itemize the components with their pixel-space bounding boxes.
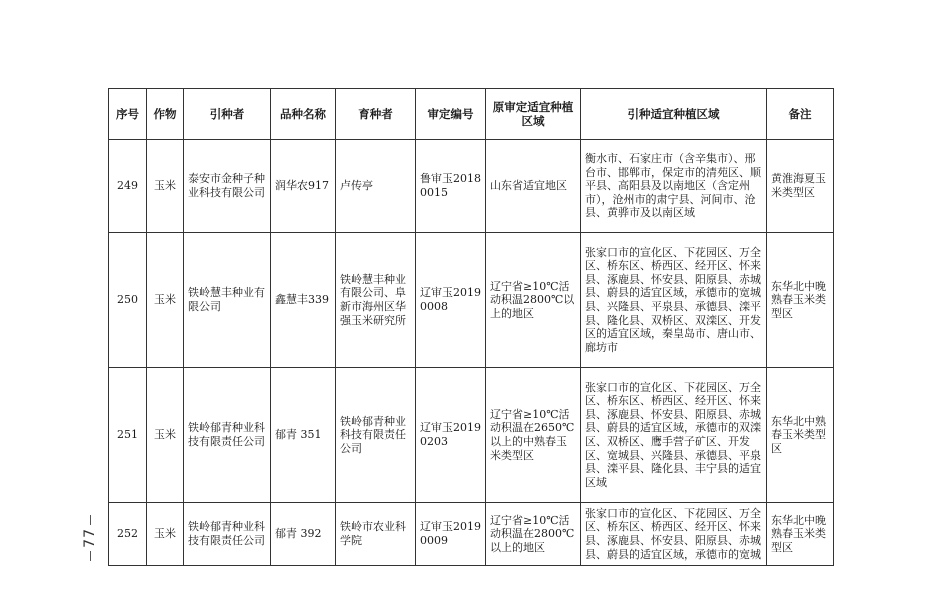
cell-variety: 郁青 392: [271, 503, 336, 566]
cell-breeder: 卢传亭: [336, 140, 416, 233]
cell-crop: 玉米: [147, 368, 184, 503]
cell-breeder: 铁岭慧丰种业有限公司、阜新市海州区华强玉米研究所: [336, 233, 416, 368]
header-variety: 品种名称: [271, 89, 336, 140]
cell-note: 东华北中晚熟春玉米类型区: [767, 503, 834, 566]
cell-approval-no: 鲁审玉20180015: [416, 140, 486, 233]
cell-crop: 玉米: [147, 503, 184, 566]
cell-no: 250: [109, 233, 147, 368]
cell-approval-no: 辽审玉20190009: [416, 503, 486, 566]
cell-introducer: 铁岭郁青种业科技有限责任公司: [184, 368, 271, 503]
cell-no: 252: [109, 503, 147, 566]
cell-no: 249: [109, 140, 147, 233]
header-introducer: 引种者: [184, 89, 271, 140]
header-breeder: 育种者: [336, 89, 416, 140]
cell-intro-area: 张家口市的宣化区、下花园区、万全区、桥东区、桥西区、经开区、怀来县、涿鹿县、怀安县、阳原县、赤城县、蔚县的适宜区域，承德市的宽城: [581, 503, 767, 566]
page-number-dash-bottom: [90, 551, 91, 561]
cell-intro-area: 张家口市的宣化区、下花园区、万全区、桥东区、桥西区、经开区、怀来县、涿鹿县、怀安县、阳原县、赤城县、蔚县的适宜区域，承德市的宽城县、兴隆县、平泉县、承德县、滦平县、隆化县、双桥区、双滦区、开发区的适宜区域，秦皇岛市、唐山市、廊坊市: [581, 233, 767, 368]
cell-original-area: 辽宁省≥10℃活动积温在2800℃以上的地区: [486, 503, 581, 566]
cell-approval-no: 辽审玉20190008: [416, 233, 486, 368]
cell-introducer: 泰安市金种子种业科技有限公司: [184, 140, 271, 233]
cell-variety: 润华农917: [271, 140, 336, 233]
cell-original-area: 辽宁省≥10℃活动积温在2650℃以上的中熟春玉米类型区: [486, 368, 581, 503]
header-note: 备注: [767, 89, 834, 140]
header-no: 序号: [109, 89, 147, 140]
table-row: [109, 503, 834, 566]
cell-variety: 鑫慧丰339: [271, 233, 336, 368]
cell-introducer: 铁岭郁青种业科技有限责任公司: [184, 503, 271, 566]
header-row: [109, 89, 834, 140]
table-header: [109, 89, 834, 140]
cell-no: 251: [109, 368, 147, 503]
cell-intro-area: 张家口市的宣化区、下花园区、万全区、桥东区、桥西区、经开区、怀来县、涿鹿县、怀安县、阳原县、赤城县、蔚县的适宜区域，承德市的双滦区、双桥区、鹰手营子矿区、开发区、宽城县、兴隆县、承德县、平泉县、滦平县、隆化县、丰宁县的适宜区域: [581, 368, 767, 503]
cell-original-area: 辽宁省≥10℃活动积温2800℃以上的地区: [486, 233, 581, 368]
cell-crop: 玉米: [147, 140, 184, 233]
table-row: [109, 368, 834, 503]
header-intro-area: 引种适宜种植区域: [581, 89, 767, 140]
header-approval-no: 审定编号: [416, 89, 486, 140]
cell-original-area: 山东省适宜地区: [486, 140, 581, 233]
header-crop: 作物: [147, 89, 184, 140]
cell-note: 黄淮海夏玉米类型区: [767, 140, 834, 233]
cell-variety: 郁青 351: [271, 368, 336, 503]
cell-introducer: 铁岭慧丰种业有限公司: [184, 233, 271, 368]
cell-note: 东华北中晚熟春玉米类型区: [767, 233, 834, 368]
header-original-area: 原审定适宜种植区域: [486, 89, 581, 140]
cell-note: 东华北中熟春玉米类型区: [767, 368, 834, 503]
variety-table: [108, 88, 834, 566]
cell-breeder: 铁岭郁青种业科技有限责任公司: [336, 368, 416, 503]
page-number-dash-top: [90, 515, 91, 525]
table-row: [109, 140, 834, 233]
cell-approval-no: 辽审玉20190203: [416, 368, 486, 503]
table-body: [109, 140, 834, 566]
cell-intro-area: 衡水市、石家庄市（含辛集市）、邢台市、邯郸市，保定市的清苑区、顺平县、高阳县及以南地区（含定州市），沧州市的肃宁县、河间市、沧县、黄骅市及以南区域: [581, 140, 767, 233]
table-row: [109, 233, 834, 368]
cell-crop: 玉米: [147, 233, 184, 368]
page-number-value: 77: [82, 528, 98, 548]
page-number: [78, 498, 102, 578]
cell-breeder: 铁岭市农业科学院: [336, 503, 416, 566]
